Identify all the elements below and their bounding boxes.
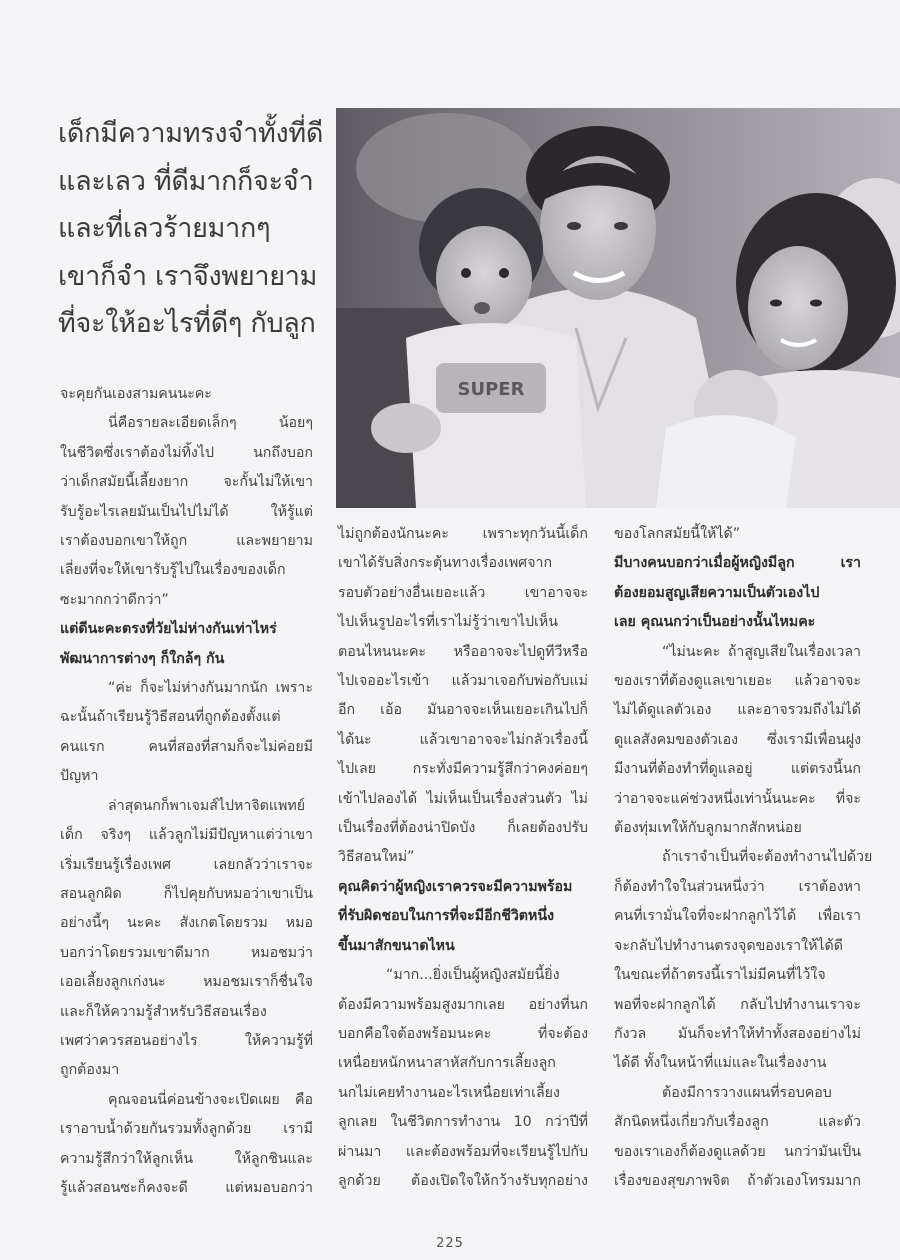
text-line: ในชีวิตซึ่งเราต้องไม่ทิ้งไป นกถึงบอก: [60, 444, 313, 461]
text-line: ในขณะที่ถ้าตรงนี้เราไม่มีคนที่ไว้ใจ: [614, 967, 826, 984]
article-column-1: [60, 380, 313, 1203]
text-line: ของโลกสมัยนี้ให้ได้”: [614, 526, 741, 542]
text-line: เรื่องของสุขภาพจิต ถ้าตัวเองโทรมมาก: [614, 1172, 861, 1189]
text-line: นกไม่เคยทำงานอะไรเหนื่อยเท่าเลี้ยง: [338, 1084, 560, 1101]
pull-quote: [58, 110, 338, 348]
family-photo: [336, 108, 900, 508]
text-line: คนแรก คนที่สองที่สามก็จะไม่ค่อยมี: [60, 738, 313, 755]
text-line: ได้ดี ทั้งในหน้าที่แม่และในเรื่องงาน: [614, 1055, 827, 1072]
text-line: เหนื่อยหนักหนาสาหัสกับการเลี้ยงลูก: [338, 1055, 556, 1072]
text-line: ต้องทุ่มเทให้กับลูกมากสักหน่อย: [614, 820, 802, 837]
text-line: ไปเห็นรูปอะไรที่เราไม่รู้ว่าเขาไปเห็น: [338, 614, 558, 631]
text-line: จะกลับไปทำงานตรงจุดของเราให้ได้ดี: [614, 937, 843, 954]
text-line: ตอนไหนนะคะ หรืออาจจะไปดูทีวีหรือ: [338, 643, 588, 660]
text-line: รับรู้อะไรเลยมันเป็นไปไม่ได้ ให้รู้แต่: [60, 503, 313, 520]
text-line: เราอาบน้ำด้วยกันรวมทั้งลูกด้วย เรามี: [60, 1121, 313, 1138]
text-line: ก็ต้องทำใจในส่วนหนึ่งว่า เราต้องหา: [614, 878, 861, 895]
text-line: มีงานที่ต้องทำที่ดูแลอยู่ แต่ตรงนี้นก: [614, 761, 861, 778]
question-line: คุณคิดว่าผู้หญิงเราควรจะมีความพร้อม: [338, 878, 573, 895]
text-line: “ไม่นะคะ ถ้าสูญเสียในเรื่องเวลา: [662, 643, 861, 660]
question-line: ต้องยอมสูญเสียความเป็นตัวเองไป: [614, 584, 820, 601]
text-line: เข้าไปลองได้ ไม่เห็นเป็นเรื่องส่วนตัว ไม่: [338, 790, 588, 807]
text-line: กังวล มันก็จะทำให้ทำทั้งสองอย่างไม่: [614, 1025, 861, 1042]
text-line: ไปเจออะไรเข้า แล้วมาเจอกับพ่อกับแม่: [338, 673, 588, 690]
text-line: และก็ให้ความรู้สำหรับวิธีสอนเรื่อง: [60, 1003, 267, 1020]
text-line: บอกว่าโดยรวมเขาดีมาก หมอชมว่า: [60, 944, 313, 961]
pull-quote-line: และที่เลวร้ายมากๆ: [58, 213, 271, 244]
family-photo-illustration: [336, 108, 900, 508]
question-line: เลย คุณนกว่าเป็นอย่างนั้นไหมคะ: [614, 614, 816, 631]
text-line: พอที่จะฝากลูกได้ กลับไปทำงานเราจะ: [614, 996, 861, 1013]
pull-quote-line: เขาก็จำ เราจึงพยายาม: [58, 260, 318, 292]
text-line: ได้นะ แล้วเขาอาจจะไม่กลัวเรื่องนี้: [338, 731, 588, 748]
text-line: เป็นเรื่องที่ต้องน่าปิดบัง ก็เลยต้องปรับ: [338, 820, 588, 837]
text-line: บอกคือใจต้องพร้อมนะคะ ที่จะต้อง: [338, 1025, 588, 1042]
text-line: เพศว่าควรสอนอย่างไร ให้ความรู้ที่: [60, 1032, 313, 1049]
text-line: อีก เอ้อ มันอาจจะเห็นเยอะเกินไปก็: [338, 702, 588, 719]
text-line: ของเราเองก็ต้องดูแลด้วย นกว่ามันเป็น: [614, 1143, 861, 1160]
text-line: อย่างนี้ๆ นะคะ สังเกตโดยรวม หมอ: [60, 915, 313, 932]
text-line: ไม่ได้ดูแลตัวเอง และอาจรวมถึงไม่ได้: [614, 702, 861, 719]
text-line: รู้แล้วสอนซะก็คงจะดี แต่หมอบอกว่า: [60, 1179, 313, 1196]
text-line: “ค่ะ ก็จะไม่ห่างกันมากนัก เพราะ: [108, 680, 313, 697]
text-line: จะคุยกันเองสามคนนะคะ: [60, 386, 212, 402]
text-line: “มาก...ยิ่งเป็นผู้หญิงสมัยนี้ยิ่ง: [386, 967, 560, 984]
text-line: วิธีสอนใหม่”: [338, 849, 415, 866]
text-line: ปัญหา: [60, 768, 99, 785]
article-column-3: [614, 520, 873, 1196]
shirt-text: SUPER: [457, 379, 525, 400]
text-line: ลูกด้วย ต้องเปิดใจให้กว้างรับทุกอย่าง: [338, 1172, 588, 1189]
text-line: ต้องมีการวางแผนที่รอบคอบ: [662, 1084, 832, 1101]
question-line: ขึ้นมาสักขนาดไหน: [338, 937, 455, 954]
text-line: ของเราที่ต้องดูแลเขาเยอะ แล้วอาจจะ: [614, 673, 861, 690]
text-line: ความรู้สึกว่าให้ลูกเห็น ให้ลูกชินและ: [60, 1150, 313, 1167]
text-line: ต้องมีความพร้อมสูงมากเลย อย่างที่นก: [338, 996, 588, 1013]
text-line: คุณจอนนี่ค่อนข้างจะเปิดเผย คือ: [108, 1091, 313, 1108]
text-line: สอนลูกผิด ก็ไปคุยกับหมอว่าเขาเป็น: [60, 885, 313, 902]
text-line: ถ้าเราจำเป็นที่จะต้องทำงานไปด้วย: [662, 849, 873, 866]
page-number: 225: [436, 1236, 464, 1251]
text-line: เขาได้รับสิ่งกระตุ้นทางเรื่องเพศจาก: [338, 555, 553, 572]
question-line: ที่รับผิดชอบในการที่จะมีอีกชีวิตหนึ่ง: [338, 908, 554, 925]
text-line: เลี่ยงที่จะให้เขารับรู้ไปในเรื่องของเด็ก: [60, 562, 286, 579]
pull-quote-line: ที่จะให้อะไรที่ดีๆ กับลูก: [58, 308, 316, 339]
text-line: ซะมากกว่าดีกว่า”: [60, 591, 169, 608]
question-line: แต่ดีนะคะตรงที่วัยไม่ห่างกันเท่าไหร่: [60, 621, 277, 638]
question-line: มีบางคนบอกว่าเมื่อผู้หญิงมีลูก เรา: [614, 555, 861, 572]
text-line: ไม่ถูกต้องนักนะคะ เพราะทุกวันนี้เด็ก: [338, 526, 588, 542]
text-line: ว่าเด็กสมัยนี้เลี้ยงยาก จะกั้นไม่ให้เขา: [60, 474, 313, 491]
text-line: เออเลี้ยงลูกเก่งนะ หมอชมเราก็ชื่นใจ: [60, 974, 313, 991]
text-line: ลูกเลย ในชีวิตการทำงาน 10 กว่าปีที่: [338, 1114, 588, 1131]
text-line: สักนิดหนึ่งเกี่ยวกับเรื่องลูก และตัว: [614, 1114, 861, 1131]
text-line: ผ่านมา และต้องพร้อมที่จะเรียนรู้ไปกับ: [338, 1143, 588, 1160]
text-line: คนที่เรามั่นใจที่จะฝากลูกไว้ได้ เพื่อเรา: [614, 908, 861, 925]
pull-quote-line: และเลว ที่ดีมากก็จะจำ: [58, 165, 314, 197]
text-line: นี่คือรายละเอียดเล็กๆ น้อยๆ: [108, 415, 313, 432]
text-line: ไปเลย กระทั่งมีความรู้สึกว่าคงค่อยๆ: [338, 761, 588, 778]
text-line: เริ่มเรียนรู้เรื่องเพศ เลยกลัวว่าเราจะ: [60, 856, 313, 873]
text-line: ว่าอาจจะแค่ช่วงหนึ่งเท่านั้นนะคะ ที่จะ: [614, 790, 861, 807]
text-line: ฉะนั้นถ้าเรียนรู้วิธีสอนที่ถูกต้องตั้งแต่: [60, 709, 281, 726]
text-line: เด็ก จริงๆ แล้วลูกไม่มีปัญหาแต่ว่าเขา: [60, 827, 313, 844]
question-line: พัฒนาการต่างๆ ก็ใกล้ๆ กัน: [60, 650, 225, 667]
text-line: ถูกต้องมา: [60, 1062, 120, 1079]
article-column-2: [338, 520, 588, 1196]
text-line: รอบตัวอย่างอื่นเยอะแล้ว เขาอาจจะ: [338, 584, 588, 601]
text-line: เราต้องบอกเขาให้ถูก และพยายาม: [60, 533, 313, 550]
pull-quote-line: เด็กมีความทรงจำทั้งที่ดี: [58, 118, 324, 149]
text-line: ดูแลสังคมของตัวเอง ซึ่งเรามีเพื่อนฝูง: [614, 731, 861, 748]
text-line: ล่าสุดนกก็พาเจมส์ไปหาจิตแพทย์: [108, 797, 306, 814]
